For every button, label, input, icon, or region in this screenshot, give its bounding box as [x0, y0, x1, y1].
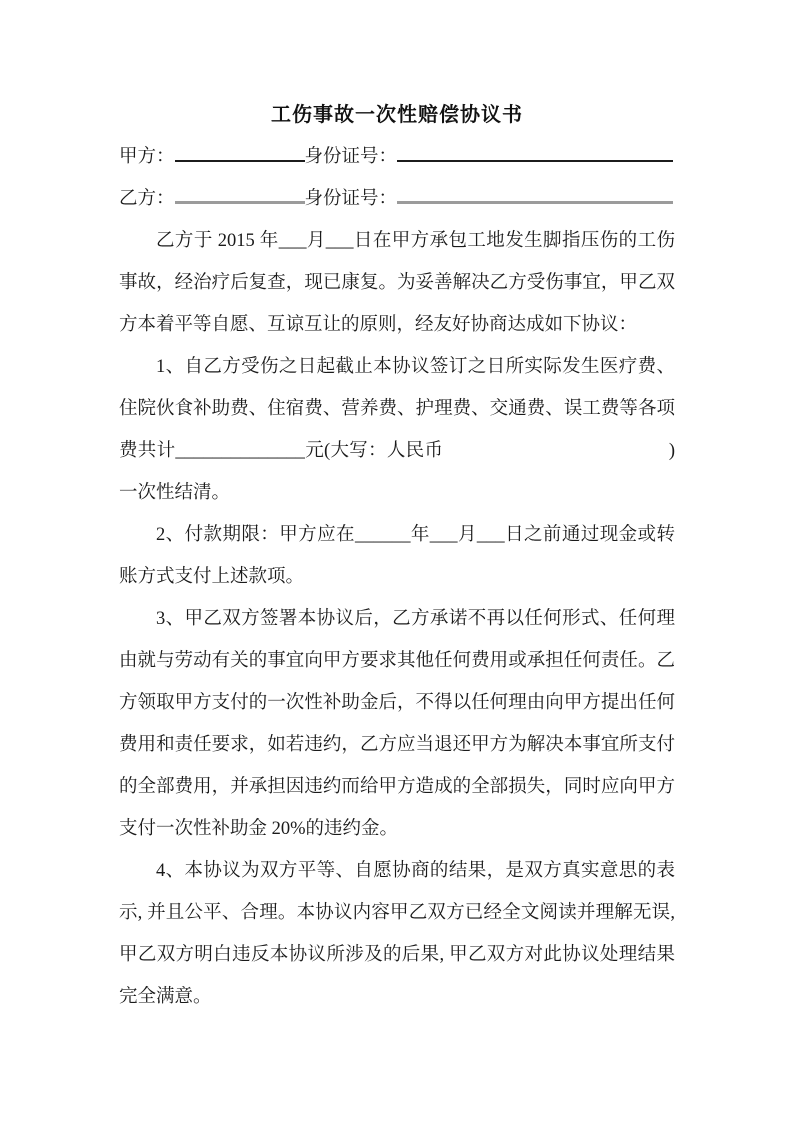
- clause-4-mutual-consent: 4、本协议为双方平等、自愿协商的结果，是双方真实意思的表示, 并且公平、合理。本协议内容甲乙双方已经全文阅读并理解无误, 甲乙双方明白违反本协议所涉及的后果, 甲乙双方对此协议处理结果完全满意。: [119, 861, 675, 1007]
- party-a-id-label: 身份证号：: [304, 147, 398, 167]
- party-b-row: [119, 178, 675, 220]
- intro-paragraph: 乙方于 2015 年___月___日在甲方承包工地发生脚指压伤的工伤事故，经治疗后复查，现已康复。为妥善解决乙方受伤事宜，甲乙双方本着平等自愿、互谅互让的原则，经友好协商达成如下协议：: [119, 231, 675, 335]
- clause-3-liability-waiver: 3、甲乙双方签署本协议后，乙方承诺不再以任何形式、任何理由就与劳动有关的事宜向甲方要求其他任何费用或承担任何责任。乙方领取甲方支付的一次性补助金后，不得以任何理由向甲方提出任何费用和责任要求，如若违约，乙方应当退还甲方为解决本事宜所支付的全部费用，并承担因违约而给甲方造成的全部损失，同时应向甲方支付一次性补助金 20%的违约金。: [119, 609, 675, 839]
- party-a-row: [119, 136, 675, 178]
- clause-1-compensation: 1、自乙方受伤之日起截止本协议签订之日所实际发生医疗费、住院伙食补助费、住宿费、营养费、护理费、交通费、误工费等各项费共计______________元(大写：人民币 )一次性结清。: [119, 357, 675, 503]
- clause-2-payment-deadline: 2、付款期限：甲方应在______年___月___日之前通过现金或转账方式支付上述款项。: [119, 525, 675, 587]
- party-b-id-label: 身份证号：: [304, 189, 398, 209]
- party-a-name-blank: [175, 141, 305, 162]
- party-a-id-blank: [397, 141, 673, 162]
- party-a-label: 甲方：: [119, 147, 175, 167]
- document-title: 工伤事故一次性赔偿协议书: [271, 104, 523, 126]
- party-b-label: 乙方：: [119, 189, 175, 209]
- party-b-id-blank: [397, 182, 673, 204]
- party-b-name-blank: [175, 182, 305, 204]
